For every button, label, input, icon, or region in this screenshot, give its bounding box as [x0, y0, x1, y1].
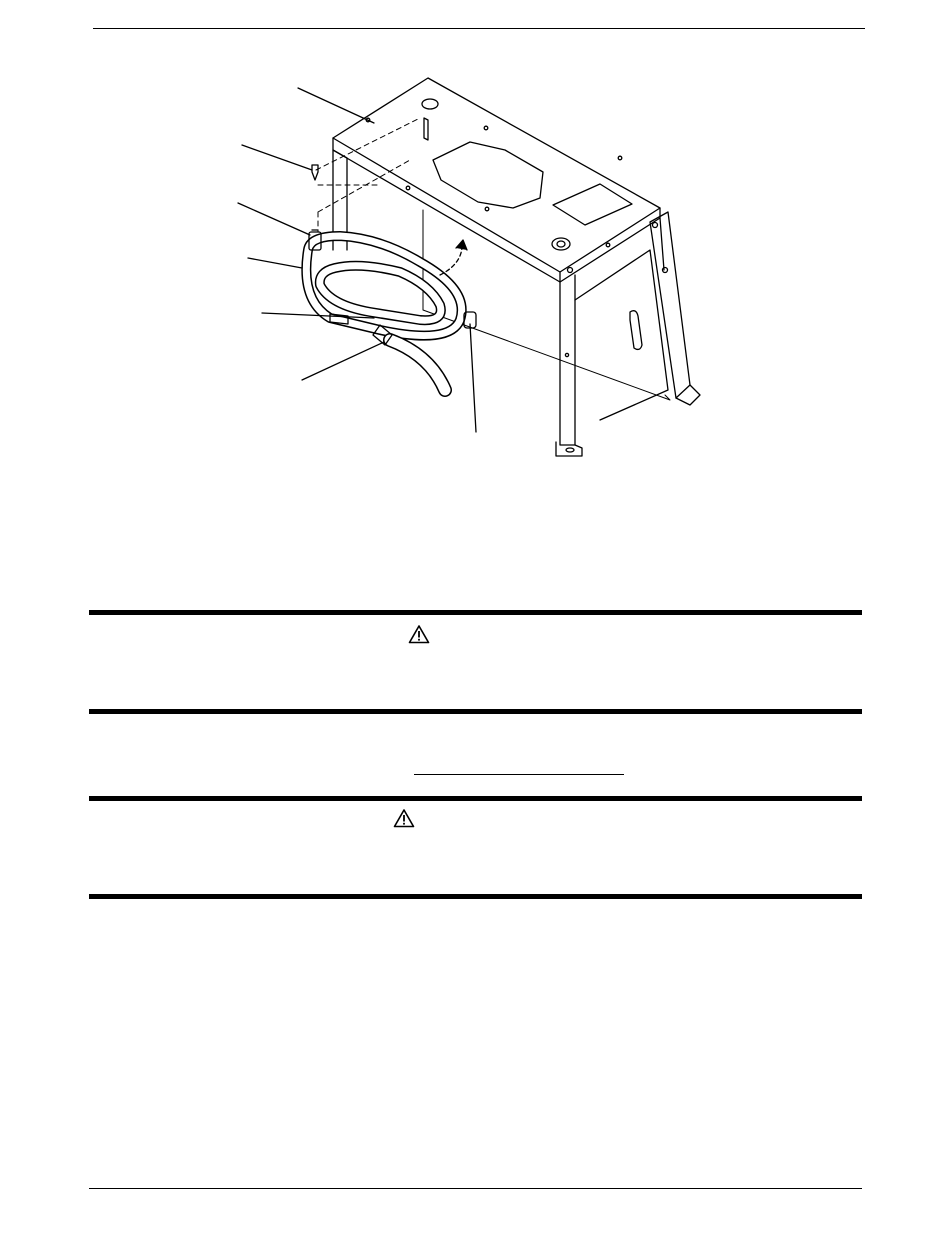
leader-line-3 — [238, 203, 310, 235]
warning-triangle-icon — [408, 624, 430, 644]
leader-line-1 — [298, 88, 374, 123]
warning-top-rule-2 — [89, 796, 862, 801]
leader-line-4 — [248, 258, 302, 268]
warning-top-rule — [89, 610, 862, 615]
screw — [312, 165, 318, 180]
octagonal-cutout — [433, 142, 543, 208]
grommet — [552, 238, 570, 250]
leader-line-2 — [242, 145, 312, 170]
warning-bottom-rule — [89, 709, 862, 714]
right-side-panel — [650, 212, 690, 398]
footer-rule — [89, 1188, 862, 1189]
section-underline — [414, 774, 624, 775]
rect-cutout — [553, 184, 632, 225]
warning-bottom-rule-2 — [89, 894, 862, 899]
warning-triangle-icon — [393, 808, 415, 828]
front-leg — [560, 275, 575, 445]
dashed-arrow — [440, 248, 462, 275]
leader-line-6 — [302, 342, 384, 380]
leader-line-7 — [470, 324, 476, 432]
assembly-drawing — [0, 0, 950, 520]
